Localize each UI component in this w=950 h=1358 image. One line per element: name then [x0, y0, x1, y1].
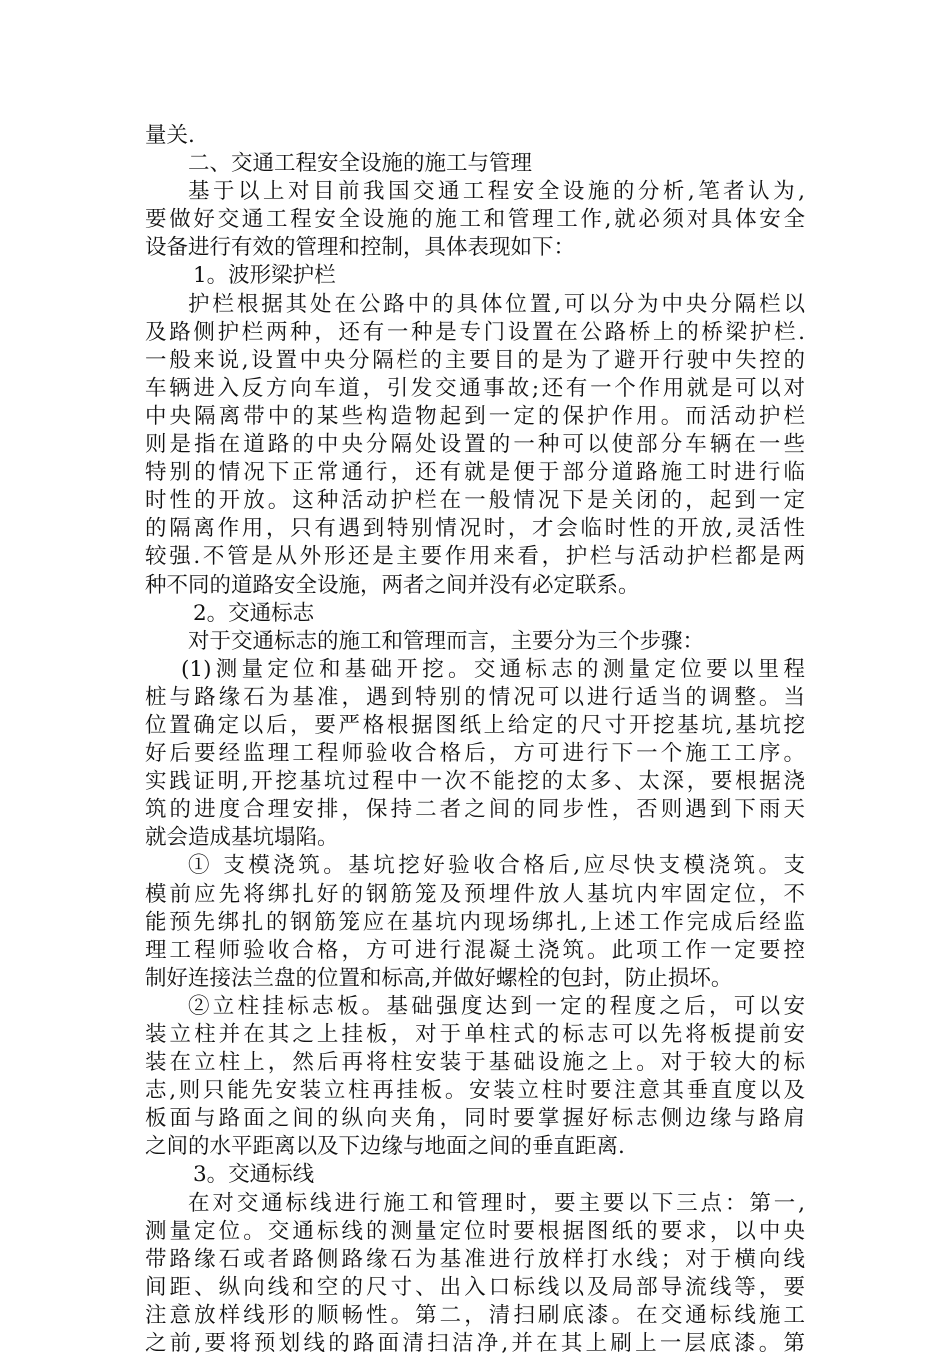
paragraph-line: 志,则只能先安装立柱再挂板。安装立柱时要注意其垂直度以及: [145, 1078, 805, 1104]
paragraph-line: 桩与路缘石为基准，遇到特别的情况可以进行适当的调整。当: [145, 684, 805, 710]
paragraph-line: 设备进行有效的管理和控制，具体表现如下：: [145, 235, 576, 261]
paragraph-line: 之前,要将预划线的路面清扫洁净,并在其上刷上一层底漆。第: [145, 1331, 805, 1357]
paragraph-line: 在对交通标线进行施工和管理时，要主要以下三点：第一,: [188, 1190, 805, 1216]
paragraph-line: ① 支模浇筑。基坑挖好验收合格后,应尽快支模浇筑。支: [188, 853, 805, 879]
paragraph-line: 之间的水平距离以及下边缘与地面之间的垂直距离.: [145, 1134, 625, 1160]
paragraph-line: 好后要经监理工程师验收合格后，方可进行下一个施工工序。: [145, 741, 805, 767]
paragraph-line: 特别的情况下正常通行，还有就是便于部分道路施工时进行临: [145, 460, 805, 486]
paragraph-line: 较强.不管是从外形还是主要作用来看，护栏与活动护栏都是两: [145, 544, 805, 570]
document-page: [145, 122, 805, 1358]
paragraph-line: 对于交通标志的施工和管理而言，主要分为三个步骤：: [188, 628, 705, 654]
paragraph-line: 筑的进度合理安排，保持二者之间的同步性，否则遇到下雨天: [145, 797, 805, 823]
paragraph-line: 时性的开放。这种活动护栏在一般情况下是关闭的，起到一定: [145, 488, 805, 514]
paragraph-line: (1)测量定位和基础开挖。交通标志的测量定位要以里程: [181, 656, 805, 682]
paragraph-line: 护栏根据其处在公路中的具体位置,可以分为中央分隔栏以: [188, 291, 805, 317]
paragraph-line: 车辆进入反方向车道，引发交通事故;还有一个作用就是可以对: [145, 375, 805, 401]
paragraph-line: 理工程师验收合格，方可进行混凝土浇筑。此项工作一定要控: [145, 937, 805, 963]
paragraph-line: 测量定位。交通标线的测量定位时要根据图纸的要求，以中央: [145, 1218, 805, 1244]
paragraph-line: 一般来说,设置中央分隔栏的主要目的是为了避开行驶中失控的: [145, 347, 805, 373]
subsection-heading: 3。交通标线: [193, 1162, 315, 1188]
paragraph-line: 注意放样线形的顺畅性。第二，清扫刷底漆。在交通标线施工: [145, 1302, 805, 1328]
section-heading: 二、交通工程安全设施的施工与管理: [188, 151, 533, 177]
paragraph-line: 量关.: [145, 123, 195, 148]
paragraph-line: ②立柱挂标志板。基础强度达到一定的程度之后，可以安: [188, 993, 805, 1019]
paragraph-line: 要做好交通工程安全设施的施工和管理工作,就必须对具体安全: [145, 207, 805, 233]
paragraph-line: 的隔离作用，只有遇到特别情况时，才会临时性的开放,灵活性: [145, 516, 805, 542]
paragraph-line: 能预先绑扎的钢筋笼应在基坑内现场绑扎,上述工作完成后经监: [145, 909, 805, 935]
paragraph-line: 模前应先将绑扎好的钢筋笼及预埋件放人基坑内牢固定位，不: [145, 881, 805, 907]
paragraph-line: 则是指在道路的中央分隔处设置的一种可以使部分车辆在一些: [145, 432, 805, 458]
paragraph-line: 间距、纵向线和空的尺寸、出入口标线以及局部导流线等，要: [145, 1274, 805, 1300]
paragraph-line: 板面与路面之间的纵向夹角，同时要掌握好标志侧边缘与路肩: [145, 1106, 805, 1132]
paragraph-line: 带路缘石或者路侧路缘石为基准进行放样打水线；对于横向线: [145, 1246, 805, 1272]
subsection-heading: 2。交通标志: [193, 600, 315, 626]
paragraph-line: 实践证明,开挖基坑过程中一次不能挖的太多、太深，要根据浇: [145, 769, 805, 795]
paragraph-line: 种不同的道路安全设施，两者之间并没有必定联系。: [145, 572, 640, 598]
paragraph-line: 基于以上对目前我国交通工程安全设施的分析,笔者认为,: [188, 179, 805, 205]
paragraph-line: 中央隔离带中的某些构造物起到一定的保护作用。而活动护栏: [145, 403, 805, 429]
paragraph-line: 就会造成基坑塌陷。: [145, 825, 339, 851]
paragraph-line: 及路侧护栏两种，还有一种是专门设置在公路桥上的桥梁护栏.: [145, 319, 805, 345]
paragraph-line: 位置确定以后，要严格根据图纸上给定的尺寸开挖基坑,基坑挖: [145, 712, 805, 738]
paragraph-line: 制好连接法兰盘的位置和标高,并做好螺栓的包封，防止损坏。: [145, 965, 733, 991]
paragraph-line: 装在立柱上，然后再将柱安装于基础设施之上。对于较大的标: [145, 1050, 805, 1076]
paragraph-line: 装立柱并在其之上挂板，对于单柱式的标志可以先将板提前安: [145, 1022, 805, 1047]
subsection-heading: 1。波形梁护栏: [193, 263, 336, 289]
